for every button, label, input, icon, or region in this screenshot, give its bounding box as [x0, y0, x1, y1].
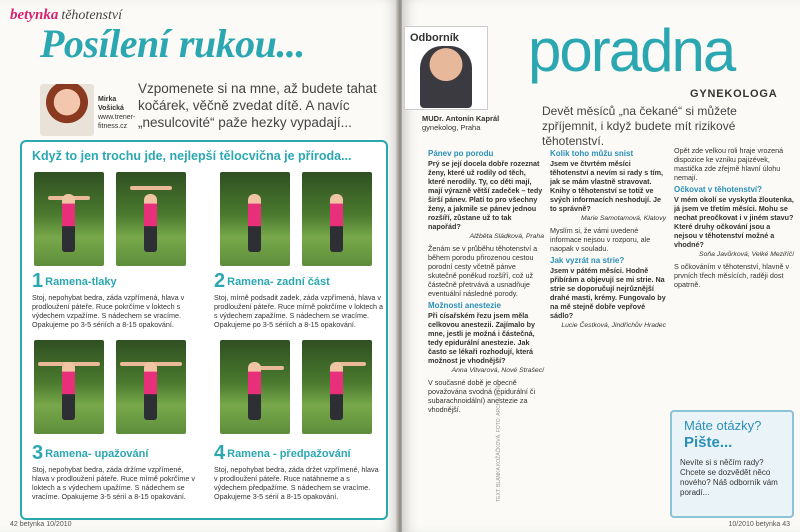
left-page — [0, 0, 398, 532]
questions-box — [670, 410, 794, 518]
page-folio: 42 betynka 10/2010 — [10, 521, 72, 528]
exercise-3 — [32, 442, 202, 501]
questions-subtitle: Pište... — [684, 434, 733, 451]
exercise-photo — [302, 340, 372, 434]
exercise-text: Stoj, nepohybat bedra, záda vzpřímená, hlava v prodloužení páteře. Ruce pokrčíme v loktech s výdechem vzpažíme. S nádechem se vracíme. Opakujeme po 3-5 sériích a 8-15 opakování. — [32, 293, 185, 329]
qa-signature: Anna Vitvarová, Nové Strašecí — [451, 367, 544, 374]
author-avatar — [40, 84, 94, 136]
exercise-2 — [214, 270, 384, 329]
qa-answer: Opět zde velkou roli hraje vrozená dispozice ke vzniku pajizévek, mastička zde zřejmě hlavní úlohu nemají. — [674, 146, 784, 182]
qa-heading: Možnosti anestezie — [428, 301, 501, 310]
qa-answer: V současné době je obecně považována svodná (epidurální či subarachnoidální) anestezie za vhodnější. — [428, 378, 536, 414]
credits-vertical: TEXT: BLANKA KOŽÁČKOVÁ, FOTO: ARCHIV FIRMY — [496, 380, 502, 502]
qa-heading: Očkovat v těhotenství? — [674, 185, 763, 194]
qa-question: Jsem ve čtvrtém měsíci těhotenství a nevím si rady s tím, jak se mám vlastně stravovat. Knihy o těhotenství se totiž ve svých informacích neshodují. Je to správně? — [550, 159, 664, 213]
expert-name: MUDr. Antonín Kaprál — [422, 114, 500, 123]
exercise-1 — [32, 270, 202, 329]
qa-question: Prý se její docela dobře rozeznat ženy, které už rodily od těch, které nerodily. Ty, co děti mají, mají výrazně větší zadeček – tedy širší pánev. Platí to pro všechny ženy, a jakmile se pánev jednou rozšíří, zůstane už to tak napořád? — [428, 159, 543, 231]
page-folio: 10/2010 betynka 43 — [728, 521, 790, 528]
column-title: poradna — [528, 17, 735, 84]
intro-text: Vzpomenete si na mne, až budete tahat kočárek, věčně zvedat dítě. A navíc „nesulcovité“ paže hezky vypadají... — [138, 81, 377, 130]
exercise-title: Ramena- upažování — [45, 448, 149, 460]
expert-info — [422, 114, 499, 132]
column-subtitle: GYNEKOLOGA — [690, 88, 778, 100]
expert-label: Odborník — [410, 32, 459, 44]
exercise-text: Stoj, nepohybat bedra, záda držíme vzpřímené, hlava v prodloužení páteře. Ruce mírně pokrčíme v loktech a s výdechem upažíme. S nádechem se vracíme. Opakujeme 3-5 sérií a 8-15 opakování. — [32, 465, 195, 501]
right-page — [402, 0, 800, 532]
exercise-number: 1 — [32, 270, 44, 292]
exercise-text: Stoj, nepohybat bedra, záda držet vzpřímené, hlava v prodloužení páteře. Ruce natáhneme a s výdechem předpažíme. S nádechem se vracíme. Opakujeme 3-5 sérií a 8-15 opakování. — [214, 465, 379, 501]
qa-answer: Ženám se v průběhu těhotenství a během porodu přirozenou cestou porodní cesty včetně pánve skutečně poněkud rozšíří, což už částečně přetrvává a usnadňuje eventuální následné porody. — [428, 244, 538, 298]
exercise-number: 2 — [214, 270, 226, 292]
qa-answer: S očkováním v těhotenství, hlavně v prvních třech měsících, raději dost opatrně. — [674, 262, 790, 289]
exercise-4 — [214, 442, 384, 501]
qa-signature: Lucie Čestková, Jindřichův Hradec — [561, 322, 666, 329]
author-site: www.trener-fitness.cz — [98, 114, 136, 130]
exercise-photo — [220, 172, 290, 266]
box-title: Když to jen trochu jde, nejlepší tělocvičnа je příroda... — [32, 149, 352, 163]
exercise-photo — [220, 340, 290, 434]
exercise-title: Ramena-tlaky — [45, 276, 117, 288]
exercise-title: Ramena- zadní část — [227, 276, 330, 288]
exercise-photo — [34, 340, 104, 434]
qa-question: Jsem v pátém měsíci. Hodně přibírám a objevují se mi strie. Na strie se doporučují nejrůznější drahé masti, krémy. Fungovalo by na mě stejně dobře vepřové sádlo? — [550, 266, 666, 320]
expert-photo — [420, 46, 472, 108]
qa-heading: Pánev po porodu — [428, 149, 494, 158]
questions-title: Máte otázky? — [684, 418, 762, 433]
exercise-photo — [34, 172, 104, 266]
qa-signature: Soňa Javůrková, Velké Meziříčí — [699, 251, 794, 258]
exercise-title: Ramena - předpažování — [227, 448, 351, 460]
exercise-text: Stoj, mírně podsadit zadek, záda vzpřímená, hlava v prodloužení páteře. Ruce mírně pokrčíme v loktech a s výdechem zapažíme. S nádechem se vracíme. Opakujeme po 3-5 sériích a 8-15 opakování. — [214, 293, 383, 329]
qa-column-1 — [428, 146, 544, 417]
qa-question: V mém okolí se vyskytla žloutenka, já jsem ve třetím měsíci. Mohu se nechat preočkovat i v jiném stavu? Které druhy očkování jsou a nejsou v těhotenství možné a vhodné? — [674, 195, 794, 249]
qa-signature: Marie Samotamová, Klatovy — [581, 215, 666, 222]
qa-heading: Jak vyzrát na strie? — [550, 256, 625, 265]
author-name: Mirka Vošická — [98, 96, 124, 112]
exercise-photo — [116, 340, 186, 434]
qa-heading: Kolik toho můžu snist — [550, 149, 634, 158]
column-intro: Devět měsíců „na čekané“ si můžete zpříjemnit, i když budete mít rizikové těhotenství. — [542, 104, 737, 148]
exercise-number: 3 — [32, 442, 44, 464]
section-name: těhotenství — [61, 8, 122, 23]
questions-text: Nevíte si s něčím rady? Chcete se dozvědět něco nového? Náš odborník vám poradí... — [680, 458, 778, 497]
qa-column-3 — [674, 146, 794, 292]
qa-answer: Myslím si, že vámi uvedené informace nejsou v rozporu, ale naopak v souladu. — [550, 226, 651, 253]
exercise-photo — [302, 172, 372, 266]
brand-logo: betynka — [10, 7, 59, 23]
qa-column-2 — [550, 146, 666, 333]
qa-signature: Alžběta Sládková, Praha — [469, 233, 544, 240]
expert-role: gynekolog, Praha — [422, 123, 481, 132]
author-info — [98, 95, 134, 131]
exercise-number: 4 — [214, 442, 226, 464]
exercise-photo — [116, 172, 186, 266]
page-title: Posílení rukou... — [40, 21, 305, 66]
exercise-box — [20, 140, 388, 520]
qa-question: Při císařském řezu jsem měla celkovou anestezii. Zajímalo by mne, jestli je možná i částečná, tedy epidurální anestezie. Jak často se lékaři rozhodují, která možnost je vhodnější? — [428, 311, 536, 365]
